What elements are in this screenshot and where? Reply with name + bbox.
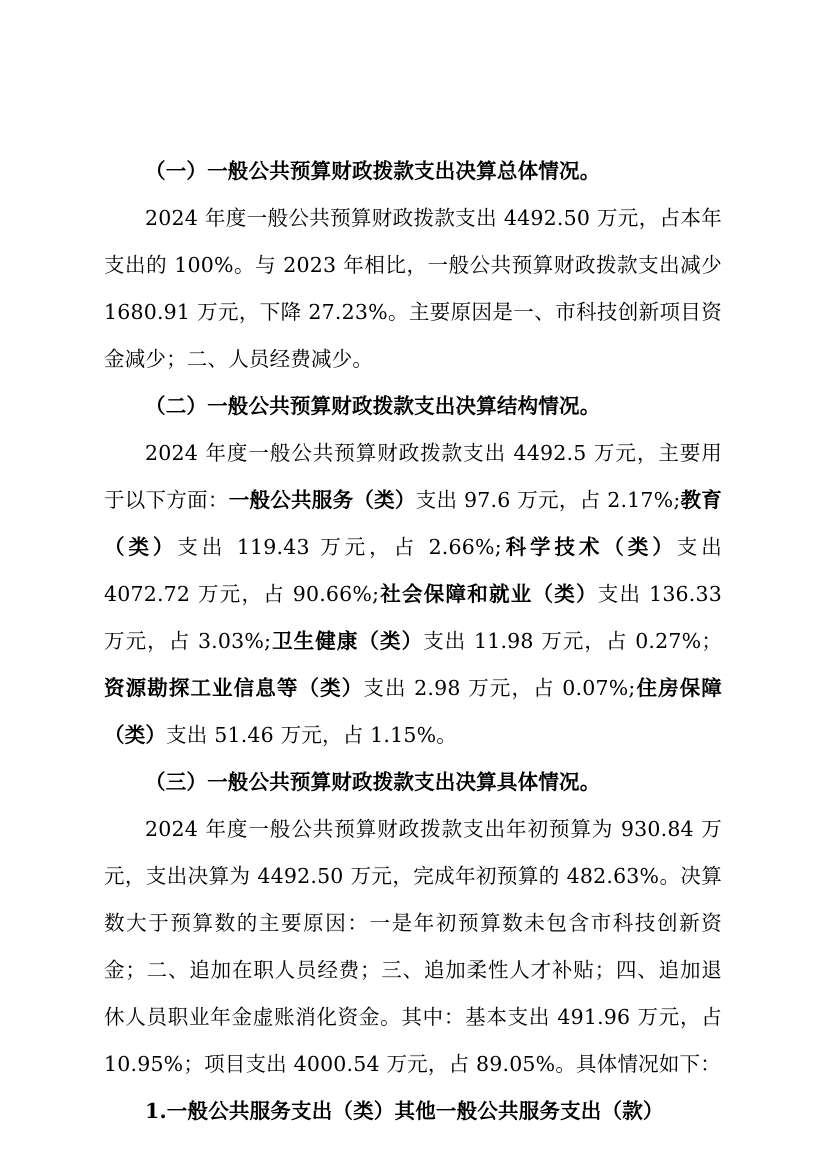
emphasized-term: 一般公共服务（类） [228,488,416,512]
text-run: 2024 年度一般公共预算财政拨款支出 4492.5 万元，主要用于以下方面： [104,441,722,512]
section-heading-2: （二）一般公共预算财政拨款支出决算结构情况。 [145,394,601,418]
emphasized-term: 住房保障（类） [104,676,722,747]
emphasized-term: 科学技术（类） [501,535,677,559]
text-run: 支出 2.98 万元，占 0.07%; [363,676,636,700]
emphasized-term: 卫生健康（类） [271,629,424,653]
emphasized-term: 社会保障和就业（类） [379,582,598,606]
section-list-item-1: 1.一般公共服务支出（类）其他一般公共服务支出（款） [145,1099,664,1123]
emphasized-term: 教育（类） [104,488,722,559]
text-run: 支出 136.33 万元，占 3.03%; [104,582,723,653]
document-body [104,148,722,1135]
section-heading-3: （三）一般公共预算财政拨款支出决算具体情况。 [145,770,601,794]
text-run: 支出 119.43 万元，占 2.66%; [177,535,502,559]
section-paragraph-3: 2024 年度一般公共预算财政拨款支出年初预算为 930.84 万元，支出决算为 4492.50 万元，完成年初预算的 482.63%。决算数大于预算数的主要原因：一是年初预算数未包含市科技创新资金；二、追加在职人员经费；三、追加柔性人才补贴；四、追加退休人员职业年金虚账消化资金。其中：基本支出 491.96 万元，占 10.95%；项目支出 4000.54 万元，占 89.05%。具体情况如下： [104,817,722,1076]
section-paragraph-2 [104,430,722,759]
section-heading-1: （一）一般公共预算财政拨款支出决算总体情况。 [145,159,601,183]
section-paragraph-1: 2024 年度一般公共预算财政拨款支出 4492.50 万元，占本年支出的 100%。与 2023 年相比，一般公共预算财政拨款支出减少 1680.91 万元，下降 27.23%。主要原因是一、市科技创新项目资金减少；二、人员经费减少。 [104,206,722,371]
text-run: 支出 4072.72 万元，占 90.66%; [104,535,723,606]
text-run: 支出 11.98 万元，占 0.27%； [423,629,723,653]
text-run: 支出 51.46 万元，占 1.15%。 [166,723,457,747]
text-run: 支出 97.6 万元，占 2.17%; [415,488,681,512]
emphasized-term: 资源勘探工业信息等（类） [104,676,364,700]
